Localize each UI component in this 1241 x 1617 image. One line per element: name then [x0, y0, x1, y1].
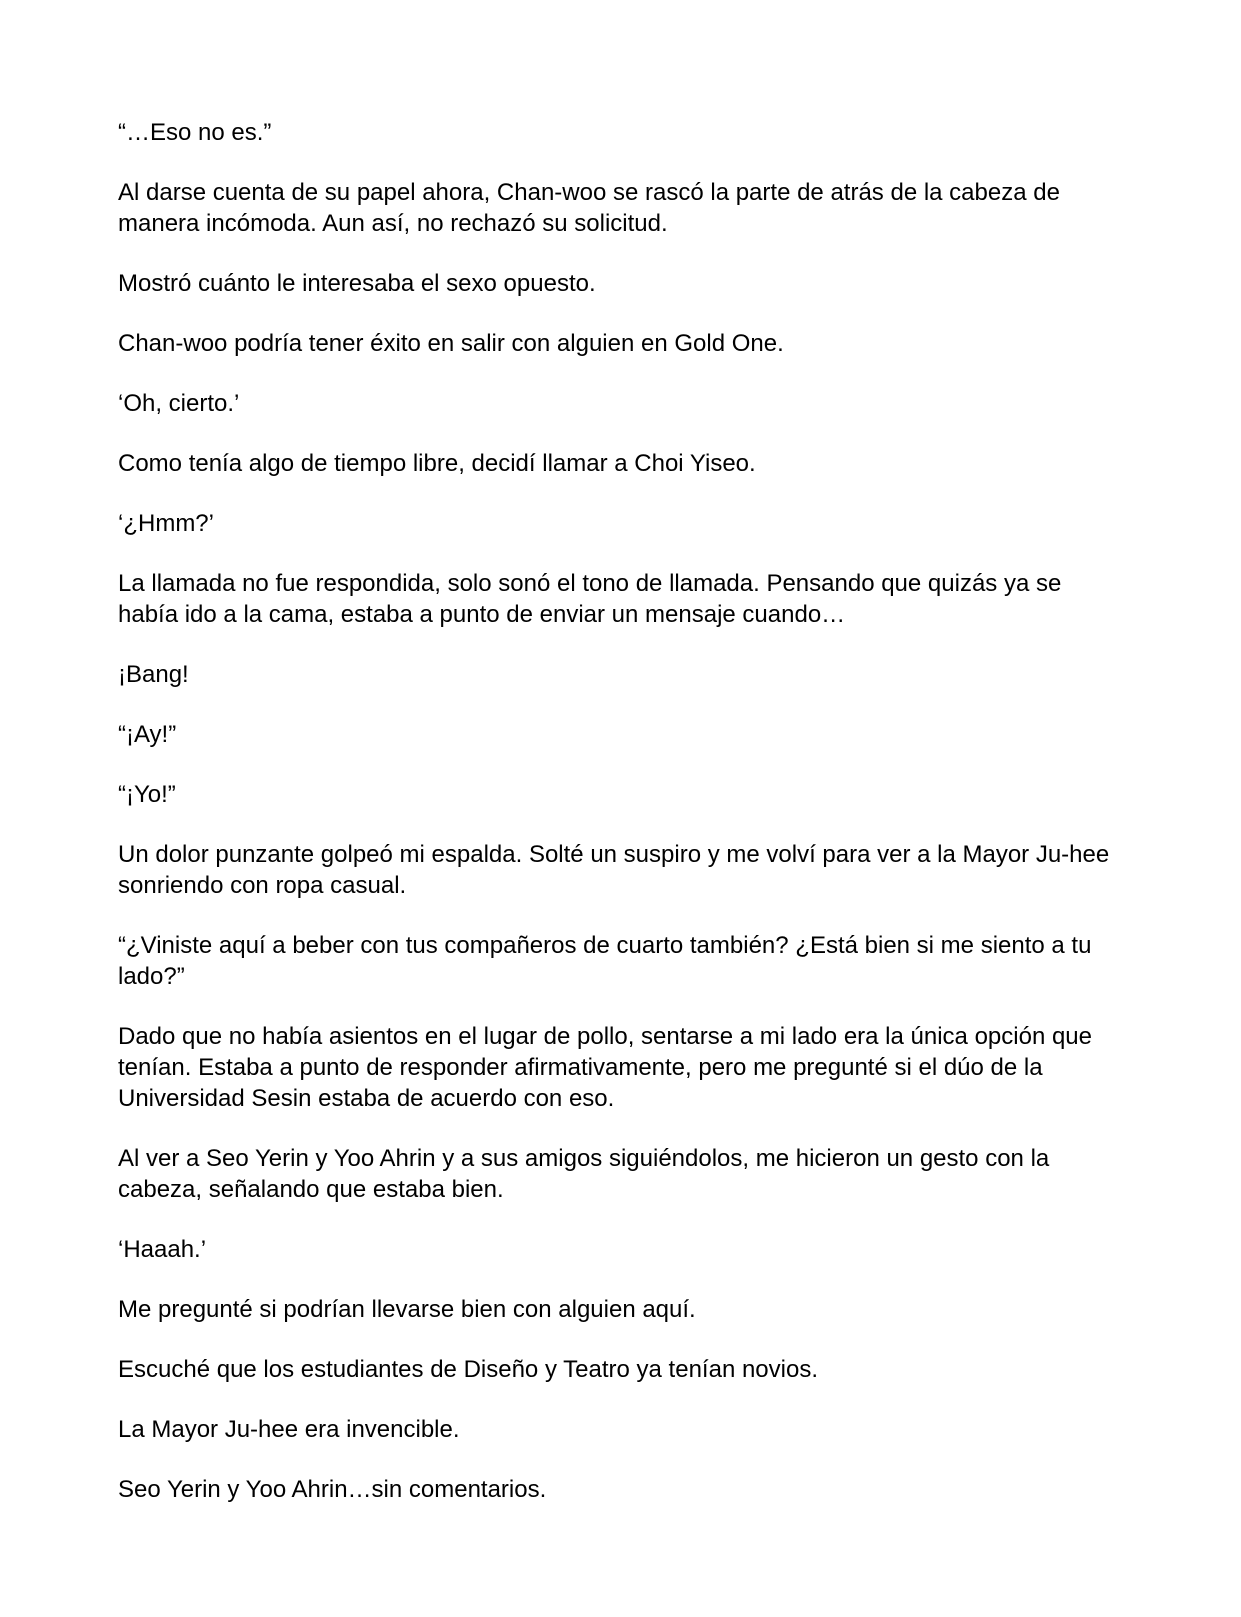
paragraph: Al ver a Seo Yerin y Yoo Ahrin y a sus amigos siguiéndolos, me hicieron un gesto con la cabeza, señalando que estaba bien. [118, 1145, 1050, 1203]
paragraph: Me pregunté si podrían llevarse bien con alguien aquí. [118, 1296, 696, 1323]
paragraph: Seo Yerin y Yoo Ahrin…sin comentarios. [118, 1476, 547, 1503]
paragraph: Escuché que los estudiantes de Diseño y Teatro ya tenían novios. [118, 1356, 818, 1383]
paragraph: La Mayor Ju-hee era invencible. [118, 1416, 460, 1443]
paragraph: “¡Yo!” [118, 781, 176, 808]
paragraph: La llamada no fue respondida, solo sonó el tono de llamada. Pensando que quizás ya se había ido a la cama, estaba a punto de enviar un mensaje cuando… [118, 570, 1062, 628]
paragraph: “¡Ay!” [118, 721, 177, 748]
paragraph: “…Eso no es.” [118, 119, 272, 146]
paragraph: Mostró cuánto le interesaba el sexo opuesto. [118, 270, 596, 297]
paragraph: “¿Viniste aquí a beber con tus compañeros de cuarto también? ¿Está bien si me siento a tu lado?” [118, 932, 1092, 990]
paragraph: Un dolor punzante golpeó mi espalda. Solté un suspiro y me volví para ver a la Mayor Ju-hee sonriendo con ropa casual. [118, 841, 1110, 899]
paragraph: ¡Bang! [118, 661, 189, 688]
paragraph: Como tenía algo de tiempo libre, decidí llamar a Choi Yiseo. [118, 450, 756, 477]
paragraph: Dado que no había asientos en el lugar de pollo, sentarse a mi lado era la única opción que tenían. Estaba a punto de responder afirmativamente, pero me pregunté si el dúo de la Universidad Sesin estaba de acuerdo con eso. [118, 1023, 1093, 1112]
paragraph: Al darse cuenta de su papel ahora, Chan-woo se rascó la parte de atrás de la cabeza de manera incómoda. Aun así, no rechazó su solicitud. [118, 179, 1060, 237]
paragraph: Chan-woo podría tener éxito en salir con alguien en Gold One. [118, 330, 784, 357]
document-body [118, 117, 1128, 1534]
paragraph: ‘Haaah.’ [118, 1236, 207, 1263]
paragraph: ‘¿Hmm?’ [118, 510, 214, 537]
paragraph: ‘Oh, cierto.’ [118, 390, 240, 417]
